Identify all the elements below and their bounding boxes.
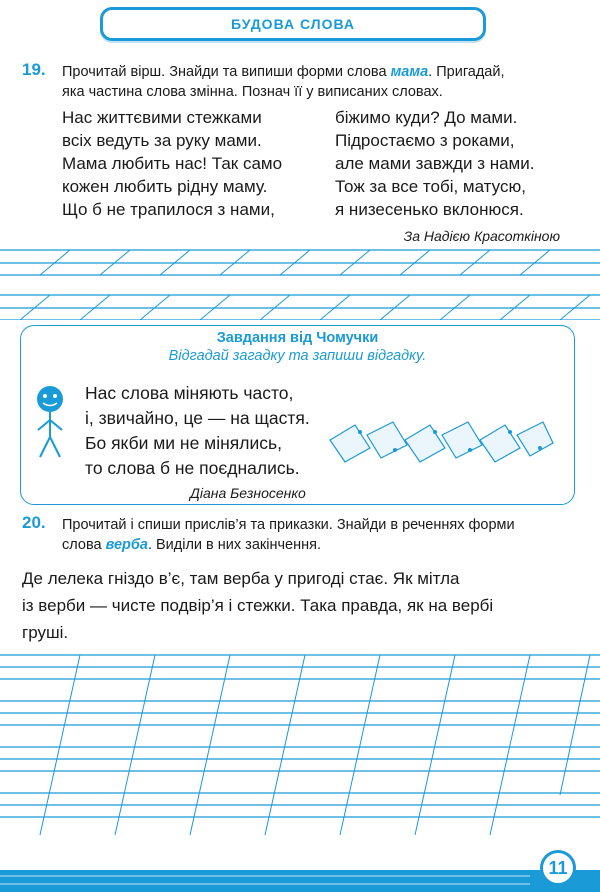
poem-line: Що б не трапилося з нами, bbox=[62, 200, 275, 219]
riddle-line: то слова б не поєднались. bbox=[85, 458, 300, 478]
instruction-text: Прочитай і спиши прислів’я та приказки. Знайди в реченнях форми bbox=[62, 517, 515, 533]
task-20-number: 20. bbox=[22, 513, 46, 532]
task-19-number: 19. bbox=[22, 60, 46, 79]
instruction-text: . Виділи в них закінчення. bbox=[147, 537, 321, 553]
instruction-text: Прочитай вірш. Знайди та випиши форми слова bbox=[62, 64, 391, 80]
chomuchka-title: Завдання від Чомучки bbox=[216, 330, 379, 346]
riddle-line: і, звичайно, це — на щастя. bbox=[85, 408, 310, 428]
instruction-text: . Пригадай, bbox=[428, 64, 505, 80]
poem-line: але мами завжди з нами. bbox=[335, 154, 535, 173]
proverb-line: груші. bbox=[22, 623, 69, 642]
writing-area-20[interactable] bbox=[0, 645, 600, 845]
keyword-verba: верба bbox=[105, 537, 148, 553]
poem-line: Нас життєвими стежками bbox=[62, 108, 262, 127]
poem-right-column bbox=[335, 106, 534, 221]
poem-left-column bbox=[62, 106, 282, 221]
task-19-instruction bbox=[62, 62, 582, 102]
poem-line: біжимо куди? До мами. bbox=[335, 108, 518, 127]
poem-line: я низесенько вклонюся. bbox=[335, 200, 524, 219]
stick-figure-icon bbox=[30, 385, 70, 465]
poem-line: кожен любить рідну маму. bbox=[62, 177, 268, 196]
writing-area-19[interactable] bbox=[0, 245, 600, 320]
riddle-text bbox=[85, 381, 310, 481]
riddle-line: Бо якби ми не мінялись, bbox=[85, 433, 282, 453]
riddle-line: Нас слова міняють часто, bbox=[85, 383, 294, 403]
keyword-mama: мама bbox=[390, 64, 429, 80]
proverbs-text bbox=[22, 565, 582, 646]
instruction-text: слова bbox=[62, 537, 106, 553]
poem-author: За Надією Красоткіною bbox=[403, 228, 560, 244]
page-footer-band bbox=[0, 862, 600, 896]
poem-line: Мама любить нас! Так само bbox=[62, 154, 283, 173]
instruction-text: яка частина слова змінна. Познач її у виписаних словах. bbox=[62, 84, 443, 100]
page-header: БУДОВА СЛОВА bbox=[100, 7, 486, 41]
chomuchka-subtitle: Відгадай загадку та запиши відгадку. bbox=[168, 348, 427, 364]
page-number: 11 bbox=[540, 850, 576, 886]
poem-line: Тож за все тобі, матусю, bbox=[335, 177, 526, 196]
poem-line: Підростаємо з роками, bbox=[335, 131, 515, 150]
poem-line: всіх ведуть за руку мами. bbox=[62, 131, 262, 150]
proverb-line: Де лелека гніздо в’є, там верба у пригоді стає. Як мітла bbox=[22, 569, 460, 588]
task-20-instruction bbox=[62, 515, 582, 555]
proverb-line: із верби — чисте подвір’я і стежки. Така правда, як на вербі bbox=[22, 596, 494, 615]
riddle-author: Діана Безносенко bbox=[190, 485, 306, 501]
paper-chain-icon bbox=[325, 410, 555, 470]
